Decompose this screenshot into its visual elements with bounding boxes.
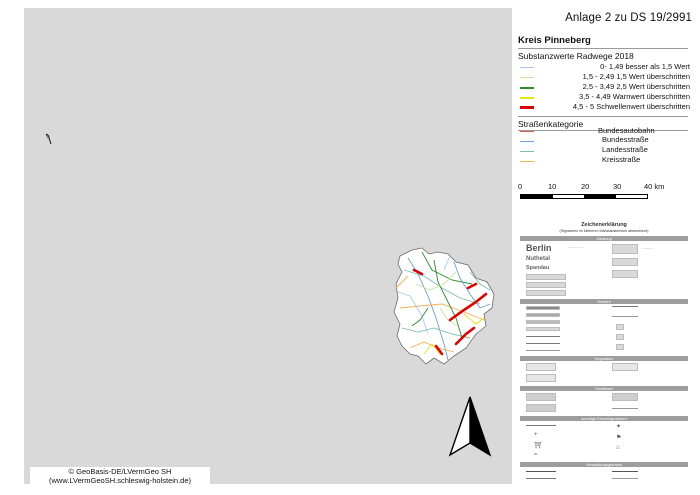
scale-label: 0 <box>518 182 523 191</box>
map-canvas[interactable] <box>24 8 512 484</box>
legend-panel <box>516 8 696 488</box>
legend-swatch <box>520 77 534 78</box>
legend-swatch <box>520 161 534 162</box>
symbol-section-header: sonstige Einzelsignaturen <box>520 416 688 421</box>
legend-title: Substanzwerte Radwege 2018 <box>518 51 634 61</box>
map-marker-icon <box>46 134 51 144</box>
scale-bar <box>520 182 680 206</box>
road-category-item <box>518 124 694 134</box>
road-category-title: Straßenkategorie <box>518 119 584 129</box>
sample-city-large: Berlin <box>526 243 552 253</box>
road-category-item <box>518 135 694 145</box>
scale-label: 10 <box>548 182 557 191</box>
copyright-line-2: (www.LVermGeoSH.schleswig-holstein.de) <box>49 476 191 485</box>
legend-item <box>518 82 694 92</box>
attachment-title: Anlage 2 zu DS 19/2991 <box>565 12 692 24</box>
legend-item <box>518 102 694 112</box>
legend-swatch <box>520 97 534 99</box>
road-category-label: Bundesautobahn <box>598 126 655 135</box>
legend-swatch <box>520 141 534 142</box>
symbol-key: Zeichenerklärung (Signaturen im kleineren Maßstabsbereich abweichend) Siedlung Berlin Nuthetal Spandau ............... ........... Verkehr Vegetation Gewässer sonstige Einzelsignaturen + ⛩ ≈ ✦ ⚑ ⌂ Verwaltungsgrenzen <box>520 222 688 488</box>
legend-swatch <box>520 151 534 152</box>
legend-label: 3,5 - 4,49 Warnwert überschritten <box>578 92 690 101</box>
map-svg <box>24 8 512 484</box>
legend-swatch <box>520 87 534 89</box>
copyright-notice <box>30 467 210 485</box>
legend-label: 0- 1,49 besser als 1,5 Wert <box>600 62 690 71</box>
symbol-key-subtitle: (Signaturen im kleineren Maßstabsbereich abweichend) <box>559 229 649 233</box>
symbol-section-header: Verwaltungsgrenzen <box>520 462 688 467</box>
scale-label: 20 <box>581 182 590 191</box>
legend-label: 4,5 - 5 Schwellenwert überschritten <box>572 102 690 111</box>
symbol-section-header: Siedlung <box>520 236 688 241</box>
legend-label: 2,5 - 3,49 2,5 Wert überschritten <box>582 82 690 91</box>
road-category-label: Kreisstraße <box>602 155 641 164</box>
scale-label: 30 <box>613 182 622 191</box>
scale-bar-track <box>520 194 648 199</box>
legend-swatch <box>520 67 534 68</box>
symbol-section-header: Gewässer <box>520 386 688 391</box>
sample-city-small: Spandau <box>526 265 550 271</box>
road-category-item <box>518 145 694 155</box>
legend-swatch <box>520 131 534 132</box>
copyright-line-1: © GeoBasis-DE/LVermGeo SH <box>68 467 172 476</box>
divider <box>518 116 688 117</box>
road-category-item <box>518 155 694 165</box>
road-category-label: Landesstraße <box>602 145 648 154</box>
legend-item <box>518 92 694 102</box>
scale-label: 40 km <box>644 182 665 191</box>
symbol-key-title: Zeichenerklärung <box>581 222 627 228</box>
legend-swatch <box>520 106 534 109</box>
symbol-section-header: Vegetation <box>520 356 688 361</box>
legend-item <box>518 72 694 82</box>
symbol-section-header: Verkehr <box>520 299 688 304</box>
legend-label: 1,5 - 2,49 1,5 Wert überschritten <box>582 72 690 81</box>
divider <box>518 48 688 49</box>
sample-city-mid: Nuthetal <box>526 256 550 262</box>
road-category-label: Bundesstraße <box>602 135 649 144</box>
legend-item <box>518 62 694 72</box>
north-arrow-icon <box>448 395 492 462</box>
district-title: Kreis Pinneberg <box>518 35 591 46</box>
